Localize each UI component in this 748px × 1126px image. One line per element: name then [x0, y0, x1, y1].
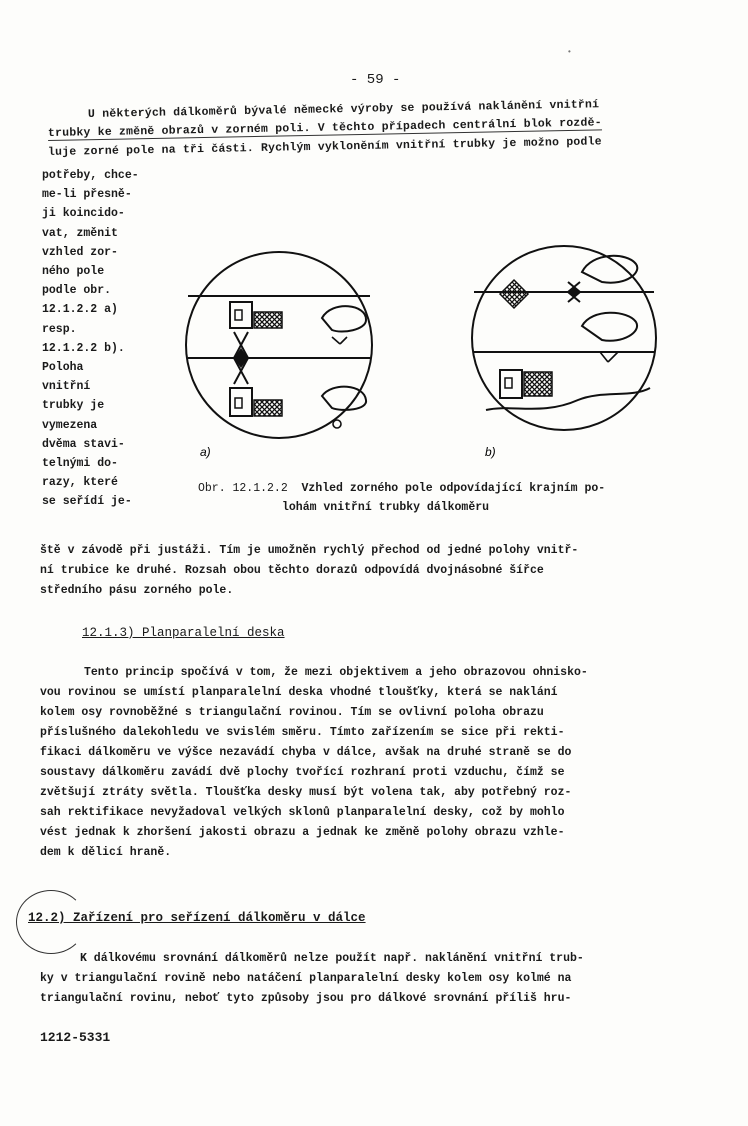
section-heading-12-1-3: 12.1.3) Planparalelní deska [82, 626, 285, 640]
column-line: 12.1.2.2 a) [42, 303, 118, 317]
section-1-line: fikaci dálkoměru ve výšce nezavádí chyba v dálce, avšak na druhé straně se do [40, 746, 572, 759]
label-b: b) [485, 445, 496, 459]
section-1-line: soustavy dálkoměru zavádí dvě plochy tvořící rozhraní proti vzduchu, čímž se [40, 766, 565, 779]
column-line: potřeby, chce- [42, 169, 139, 182]
section-1-line: kolem osy rovnoběžné s triangulační rovinou. Tím se ovlivní poloha obrazu [40, 706, 544, 719]
field-of-view-a [186, 252, 372, 459]
after-figure-line-1: ště v závodě při justáži. Tím je umožněn rychlý přechod od jedné polohy vnitř- [40, 544, 579, 557]
section-2-line: ky v triangulační rovině nebo natáčení planparalelní desky kolem osy kolmé na [40, 972, 572, 985]
section-1-line: sah rektifikace nevyžadoval velkých sklonů planparalelní desky, což by mohlo [40, 806, 565, 819]
column-line: telnými do- [42, 457, 118, 471]
after-figure-line-3: středního pásu zorného pole. [40, 584, 234, 597]
page-number: - 59 - [350, 72, 401, 88]
section-1-line: příslušného dalekohledu ve svislém směru. Tímto zařízením se sice při rekti- [40, 726, 565, 739]
section-1-line: Tento princip spočívá v tom, že mezi objektivem a jeho obrazovou ohnisko- [84, 666, 588, 679]
column-line: me-li přesně- [42, 188, 132, 202]
column-line: vat, změnit [42, 226, 118, 240]
column-line: resp. [42, 322, 77, 336]
column-line: vymezena [42, 418, 98, 432]
column-line: razy, které [42, 476, 118, 490]
section-2-line: triangulační rovinu, neboť tyto způsoby jsou pro dálkové srovnání příliš hru- [40, 992, 572, 1005]
caption-prefix: Obr. 12.1.2.2 [198, 482, 288, 495]
section-1-line: zvětšují ztráty světla. Tloušťka desky musí být volena tak, aby potřebný roz- [40, 786, 572, 799]
column-line: trubky je [42, 399, 105, 413]
document-code: 1212-5331 [40, 1030, 111, 1045]
column-line: ji koincido- [42, 207, 125, 221]
column-line: se seřídí je- [42, 495, 132, 509]
section-1-line: vést jednak k zhoršení jakosti obrazu a jednak ke změně polohy obrazu vzhle- [40, 826, 565, 839]
caption-line-1: Vzhled zorného pole odpovídající krajním po- [301, 482, 606, 495]
column-line: vzhled zor- [42, 245, 118, 259]
section-2-line: K dálkovému srovnání dálkoměrů nelze použít např. naklánění vnitřní trub- [80, 952, 584, 965]
figure-caption [198, 482, 605, 495]
column-line: podle obr. [42, 284, 112, 298]
label-a: a) [200, 445, 211, 459]
intro-line-1: U některých dálkoměrů bývalé německé výroby se používá naklánění vnitřní [87, 98, 600, 121]
side-column-text [42, 166, 139, 512]
column-line: vnitřní [42, 380, 91, 394]
field-of-view-b [472, 246, 656, 459]
caption-line-2: lohám vnitřní trubky dálkoměru [282, 501, 490, 514]
column-line: 12.1.2.2 b). [42, 341, 125, 355]
section-1-line: dem k dělicí hraně. [40, 846, 172, 859]
section-heading-12-2: 12.2) Zařízení pro seřízení dálkoměru v dálce [28, 911, 366, 925]
speck: • [567, 48, 572, 57]
column-line: ného pole [42, 265, 105, 279]
intro-line-3: luje zorné pole na tři části. Rychlým vykloněním vnitřní trubky je možno podle [47, 135, 602, 159]
column-line: dvěma stavi- [42, 437, 125, 451]
section-1-line: vou rovinou se umístí planparalelní deska vhodné tloušťky, která se naklání [40, 686, 558, 699]
column-line: Poloha [42, 361, 84, 375]
after-figure-line-2: ní trubice ke druhé. Rozsah obou těchto dorazů odpovídá dvojnásobné šířce [40, 564, 544, 577]
rangefinder-figure [182, 212, 702, 472]
intro-line-2: trubky ke změně obrazů v zorném poli. V těchto případech centrální blok rozdě- [47, 116, 602, 140]
